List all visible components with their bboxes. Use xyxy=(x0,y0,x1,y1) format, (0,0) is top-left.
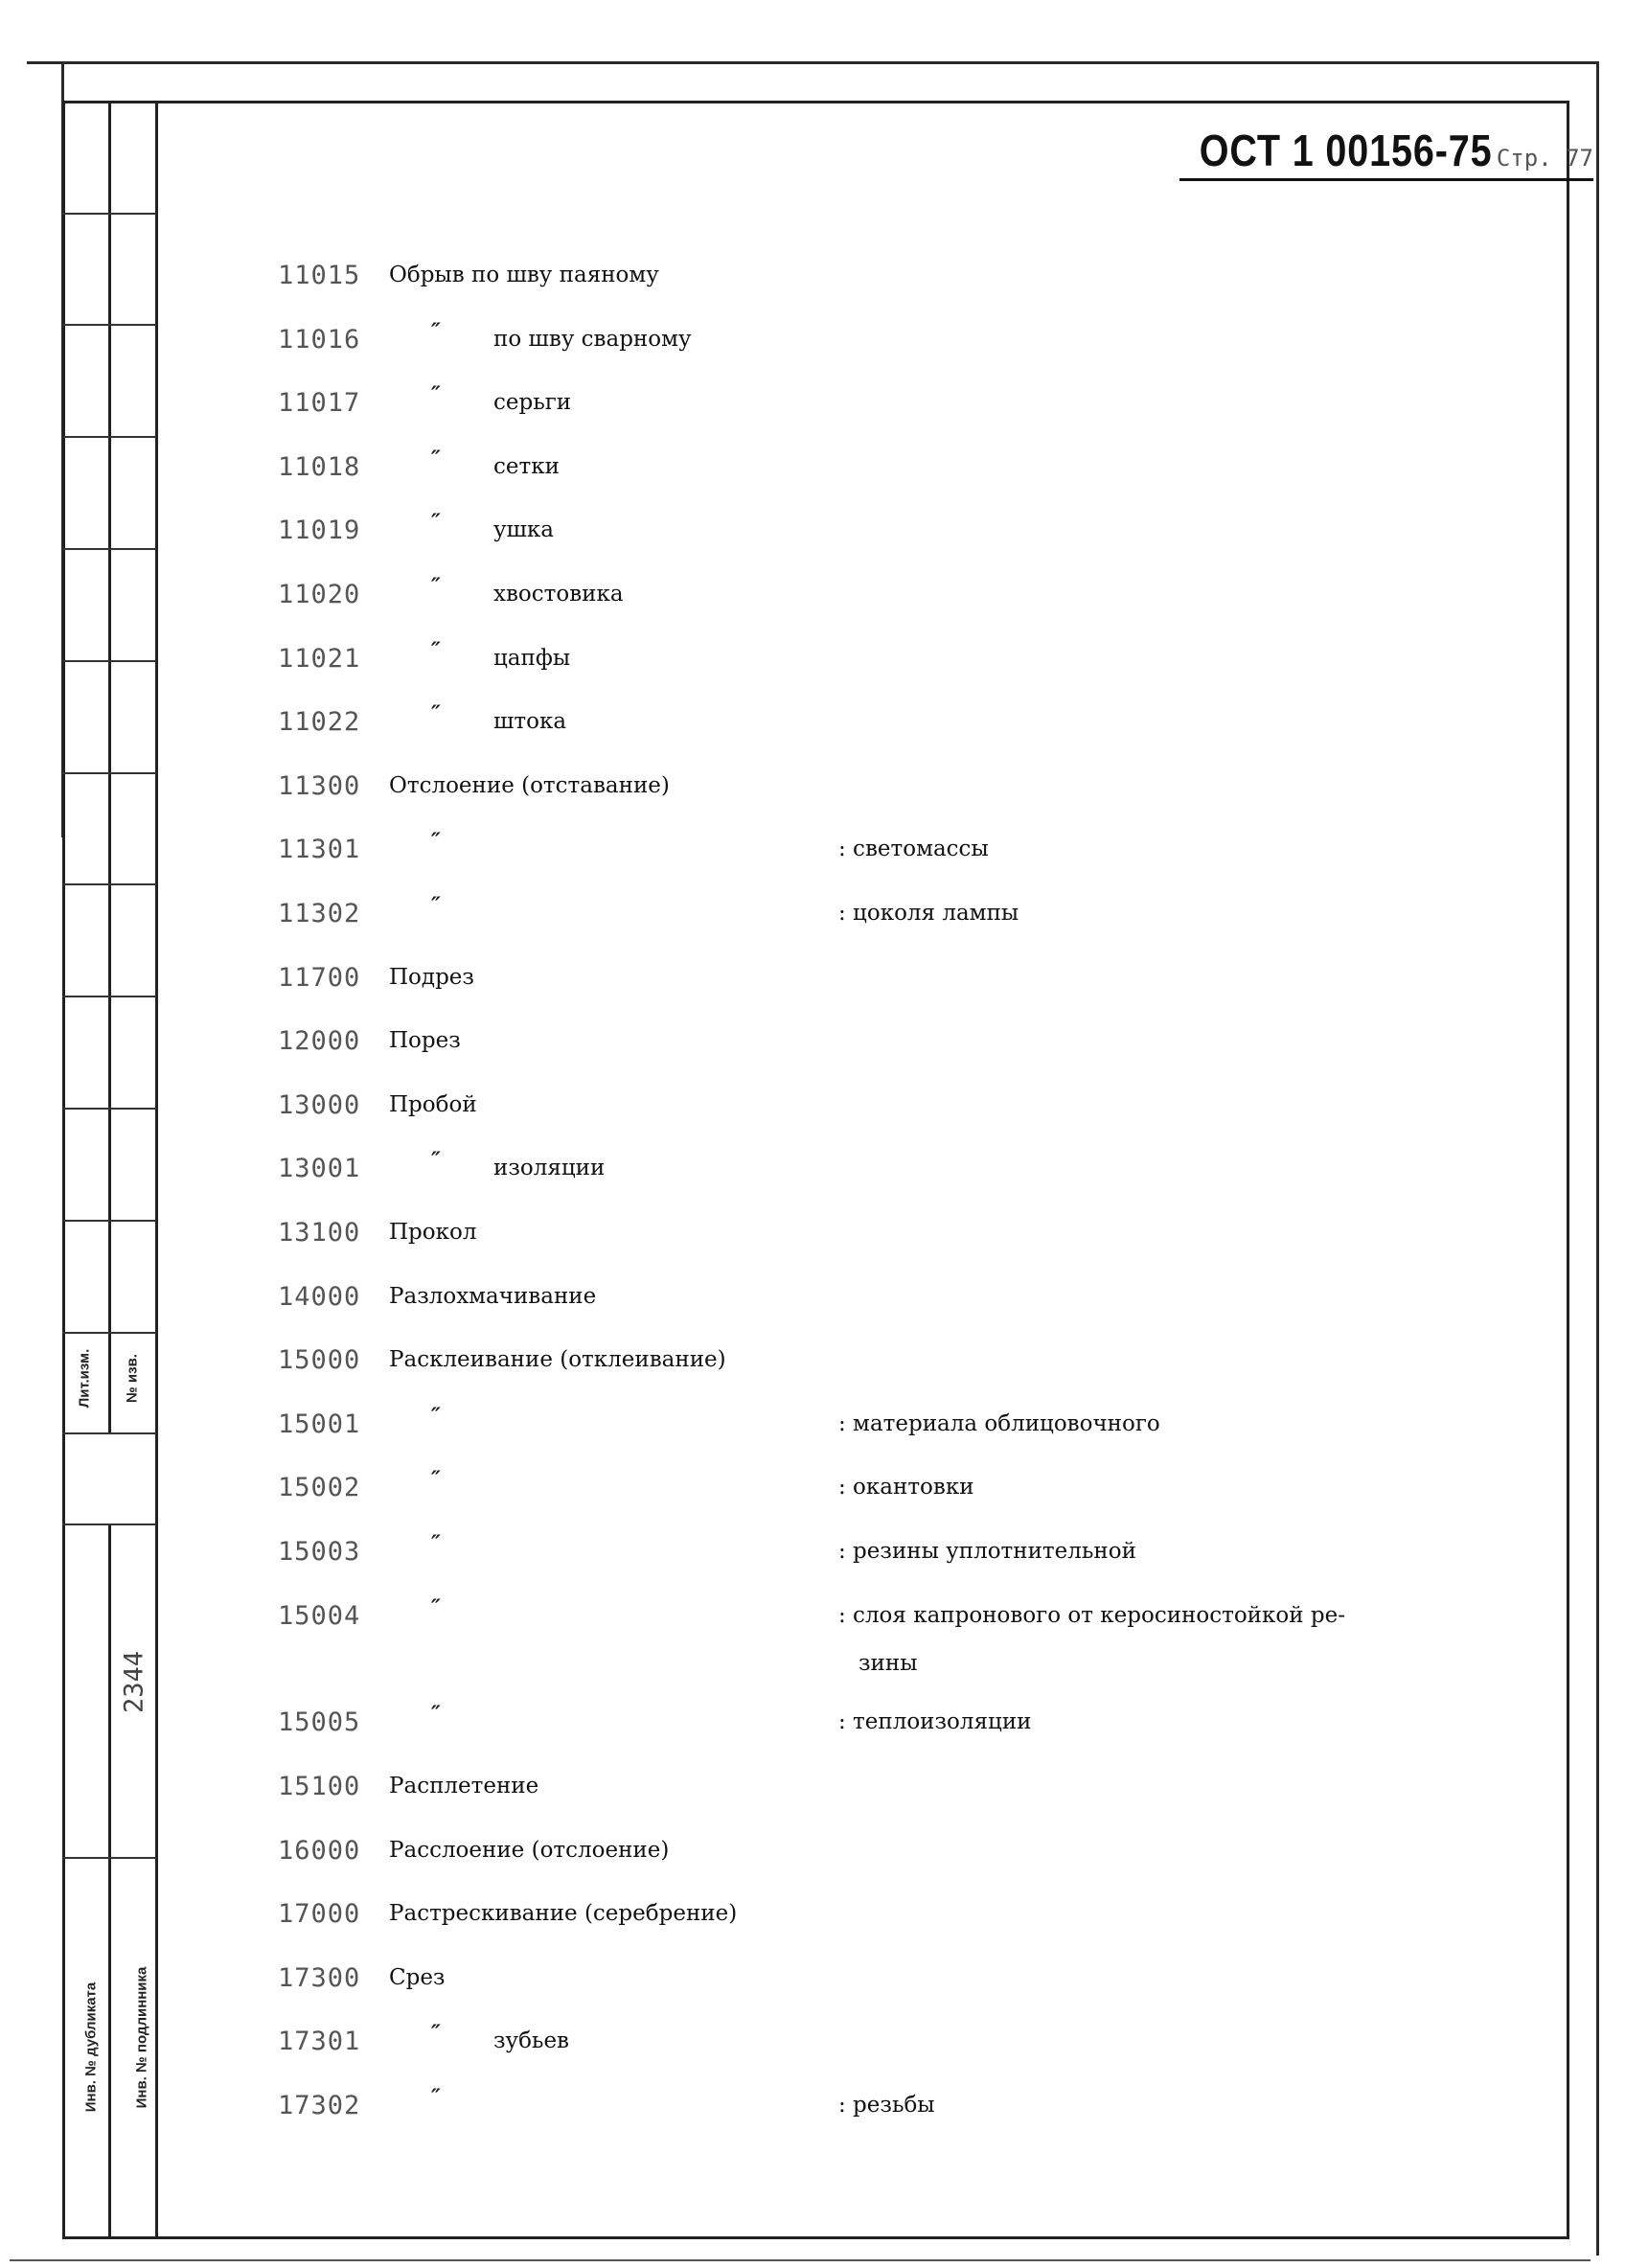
margin-no-izv: № изв. xyxy=(124,1354,141,1403)
entry-qual: : окантовки xyxy=(838,1475,974,1501)
entry-code: 11019 xyxy=(278,515,361,546)
entry-code: 11016 xyxy=(278,324,361,355)
entry-name: Расслоение (отслоение) xyxy=(389,1837,670,1863)
entry-sub: хвостовика xyxy=(493,582,624,607)
entry-code: 17300 xyxy=(278,1962,361,1993)
entry-code: 11020 xyxy=(278,580,361,609)
document-code: ОСТ 1 00156-75 xyxy=(1200,126,1493,175)
entry-sub: по шву сварному xyxy=(493,326,692,352)
entry-name: Расплетение xyxy=(389,1774,539,1799)
entry-qual: : резьбы xyxy=(838,2093,935,2119)
sheet-right-rule xyxy=(1596,61,1599,2256)
entry-name: Растрескивание (серебрение) xyxy=(389,1901,738,1927)
entry-qual: : резины уплотнительной xyxy=(838,1539,1136,1564)
entry-sub: цапфы xyxy=(493,645,571,671)
entry-name: Обрыв по шву паяному xyxy=(389,263,659,287)
header-underline xyxy=(1179,178,1593,181)
entry-ditto: ″ xyxy=(431,701,441,727)
margin-lit-izm: Лит.изм. xyxy=(76,1348,93,1409)
entry-ditto: ″ xyxy=(431,1531,441,1556)
margin-inv-dublikata: Инв. № дубликата xyxy=(82,1982,100,2113)
entry-qual: : слоя капронового от керосиностойкой ре- xyxy=(838,1602,1345,1628)
entry-ditto: ″ xyxy=(431,2085,441,2111)
entry-code: 15003 xyxy=(278,1537,361,1567)
margin-column-divider-3 xyxy=(108,1523,111,2239)
entry-ditto: ″ xyxy=(431,510,441,536)
entry-ditto: ″ xyxy=(431,829,441,855)
entry-ditto: ″ xyxy=(431,2021,441,2047)
entry-ditto: ″ xyxy=(431,318,441,344)
entry-name: Пробой xyxy=(389,1091,477,1117)
entry-code: 13001 xyxy=(278,1154,361,1184)
entry-ditto: ″ xyxy=(431,574,441,599)
entry-ditto: ″ xyxy=(431,893,441,918)
page-number: Стр. 77 xyxy=(1496,145,1593,172)
entry-code: 11300 xyxy=(278,770,361,801)
entry-sub: сетки xyxy=(493,453,560,479)
entry-qual: : цоколя лампы xyxy=(838,901,1019,926)
entry-code: 11015 xyxy=(278,261,361,290)
entry-sub: зубьев xyxy=(493,2028,570,2054)
entry-code: 15000 xyxy=(278,1345,361,1376)
entry-code: 15100 xyxy=(278,1772,361,1802)
entry-code: 17301 xyxy=(278,2027,361,2057)
entry-sub: ушка xyxy=(493,517,555,543)
entry-code: 13000 xyxy=(278,1089,361,1120)
entry-ditto: ″ xyxy=(431,1594,441,1620)
entry-code: 15001 xyxy=(278,1409,361,1439)
entry-code: 11302 xyxy=(278,899,361,928)
entry-code: 11301 xyxy=(278,835,361,865)
entry-code: 17000 xyxy=(278,1899,361,1930)
entry-ditto: ″ xyxy=(431,1702,441,1728)
entry-name: Порез xyxy=(389,1028,461,1054)
sheet-bottom-rule xyxy=(10,2259,1591,2261)
document-header xyxy=(1152,125,1593,176)
entry-code: 11021 xyxy=(278,643,361,674)
entry-code: 14000 xyxy=(278,1281,361,1312)
entry-name: Подрез xyxy=(389,964,474,990)
entry-code: 17302 xyxy=(278,2091,361,2121)
entry-ditto: ″ xyxy=(431,1467,441,1493)
entry-ditto: ″ xyxy=(431,1148,441,1174)
entry-name: Отслоение (отставание) xyxy=(389,772,670,798)
margin-column-divider-2 xyxy=(155,101,158,2239)
entry-name: Срез xyxy=(389,1964,446,1990)
entry-sub: серьги xyxy=(493,390,572,416)
entry-ditto: ″ xyxy=(431,637,441,663)
entry-sub: изоляции xyxy=(493,1156,606,1181)
entry-qual2: зины xyxy=(858,1650,918,1676)
entry-code: 11700 xyxy=(278,962,361,993)
entry-code: 12000 xyxy=(278,1026,361,1057)
sheet-top-rule xyxy=(27,61,1598,64)
margin-column-divider-1 xyxy=(108,101,111,1432)
entry-code: 11018 xyxy=(278,451,361,482)
entry-qual: : материала облицовочного xyxy=(838,1410,1160,1436)
entry-code: 15004 xyxy=(278,1600,361,1631)
entry-name: Расклеивание (отклеивание) xyxy=(389,1347,726,1373)
entry-ditto: ″ xyxy=(431,382,441,408)
entry-qual: : теплоизоляции xyxy=(838,1709,1032,1735)
entry-code: 13100 xyxy=(278,1218,361,1248)
entry-ditto: ″ xyxy=(431,1403,441,1429)
entry-code: 15005 xyxy=(278,1707,361,1738)
entry-ditto: ″ xyxy=(431,446,441,471)
entry-code: 11017 xyxy=(278,388,361,419)
entry-qual: : светомассы xyxy=(838,836,989,862)
entry-code: 15002 xyxy=(278,1473,361,1503)
entry-name: Разлохмачивание xyxy=(389,1283,597,1309)
entry-code: 16000 xyxy=(278,1835,361,1866)
margin-inv-podlinnika: Инв. № подлинника xyxy=(133,1966,150,2109)
entry-sub: штока xyxy=(493,709,567,735)
entry-code: 11022 xyxy=(278,707,361,738)
margin-inv-number: 2344 xyxy=(119,1650,149,1714)
entry-name: Прокол xyxy=(389,1220,477,1245)
